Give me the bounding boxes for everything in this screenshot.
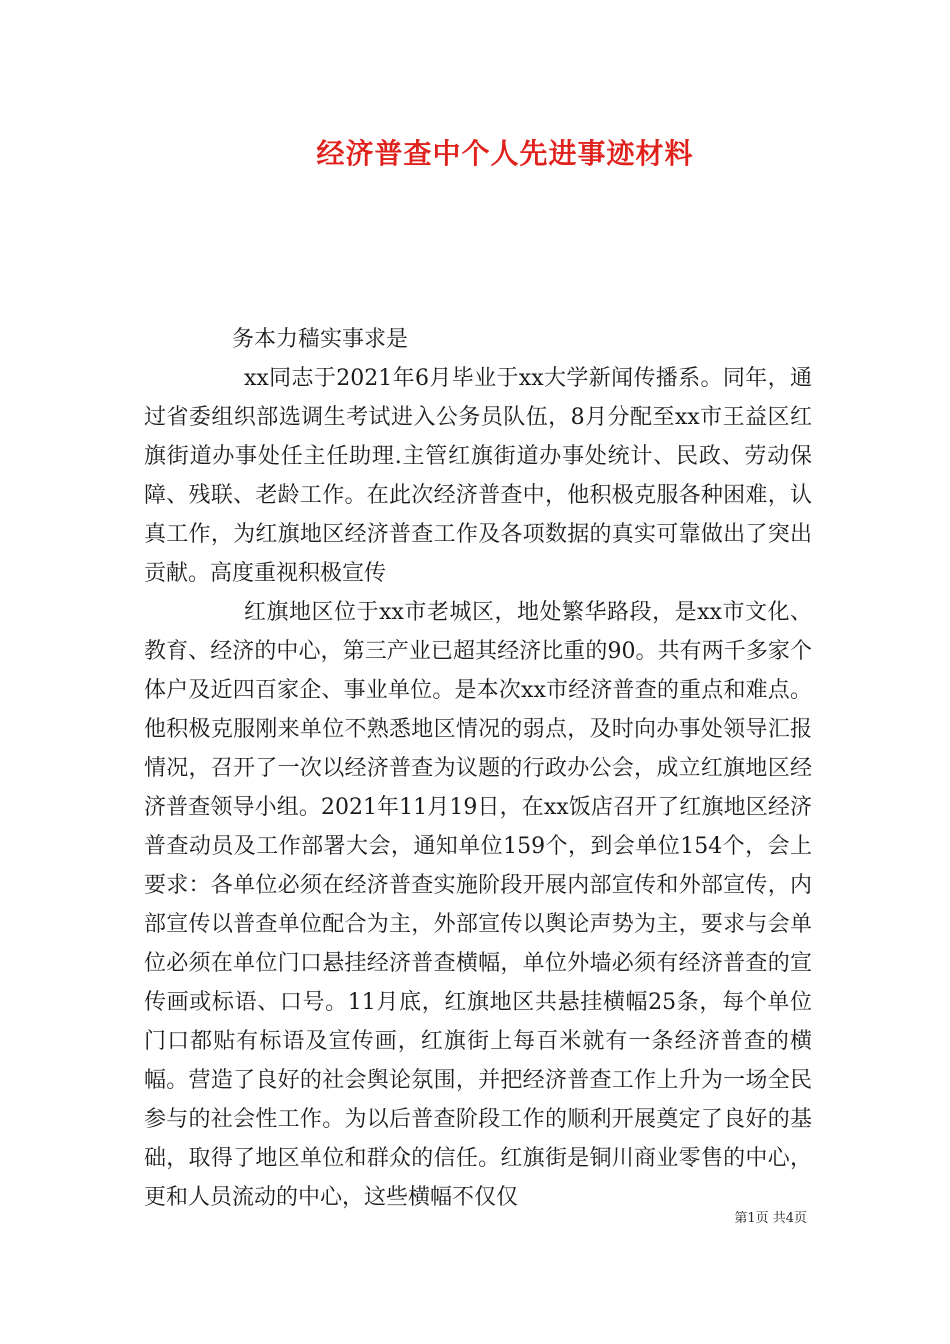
paragraph-2: 红旗地区位于xx市老城区，地处繁华路段，是xx市文化、教育、经济的中心，第三产业已超其经济比重的90。共有两千多家个体户及近四百家企、事业单位。是本次xx市经济普查的重点和难点。他积极克服刚来单位不熟悉地区情况的弱点，及时向办事处领导汇报情况，召开了一次以经济普查为议题的行政办公会，成立红旗地区经济普查领导小组。2021年11月19日，在xx饭店召开了红旗地区经济普查动员及工作部署大会，通知单位159个，到会单位154个，会上要求：各单位必须在经济普查实施阶段开展内部宣传和外部宣传，内部宣传以普查单位配合为主，外部宣传以舆论声势为主，要求与会单位必须在单位门口悬挂经济普查横幅，单位外墙必须有经济普查的宣传画或标语、口号。11月底，红旗地区共悬挂横幅25条，每个单位门口都贴有标语及宣传画，红旗街上每百米就有一条经济普查的横幅。营造了良好的社会舆论氛围，并把经济普查工作上升为一场全民参与的社会性工作。为以后普查阶段工作的顺利开展奠定了良好的基础，取得了地区单位和群众的信任。红旗街是铜川商业零售的中心，更和人员流动的中心，这些横幅不仅仅 — [144, 600, 812, 1210]
page-number: 第1页 共4页 — [734, 1211, 807, 1226]
document-body — [144, 320, 812, 1217]
page-footer — [734, 1207, 807, 1226]
intro-line: 务本力穑实事求是 — [232, 327, 409, 352]
paragraph-1: xx同志于2021年6月毕业于xx大学新闻传播系。同年，通过省委组织部选调生考试进入公务员队伍，8月分配至xx市王益区红旗街道办事处任主任助理.主管红旗街道办事处统计、民政、劳动保障、残联、老龄工作。在此次经济普查中，他积极克服各种困难，认真工作，为红旗地区经济普查工作及各项数据的真实可靠做出了突出贡献。高度重视积极宣传 — [144, 366, 812, 586]
document-title: 经济普查中个人先进事迹材料 — [316, 137, 694, 170]
